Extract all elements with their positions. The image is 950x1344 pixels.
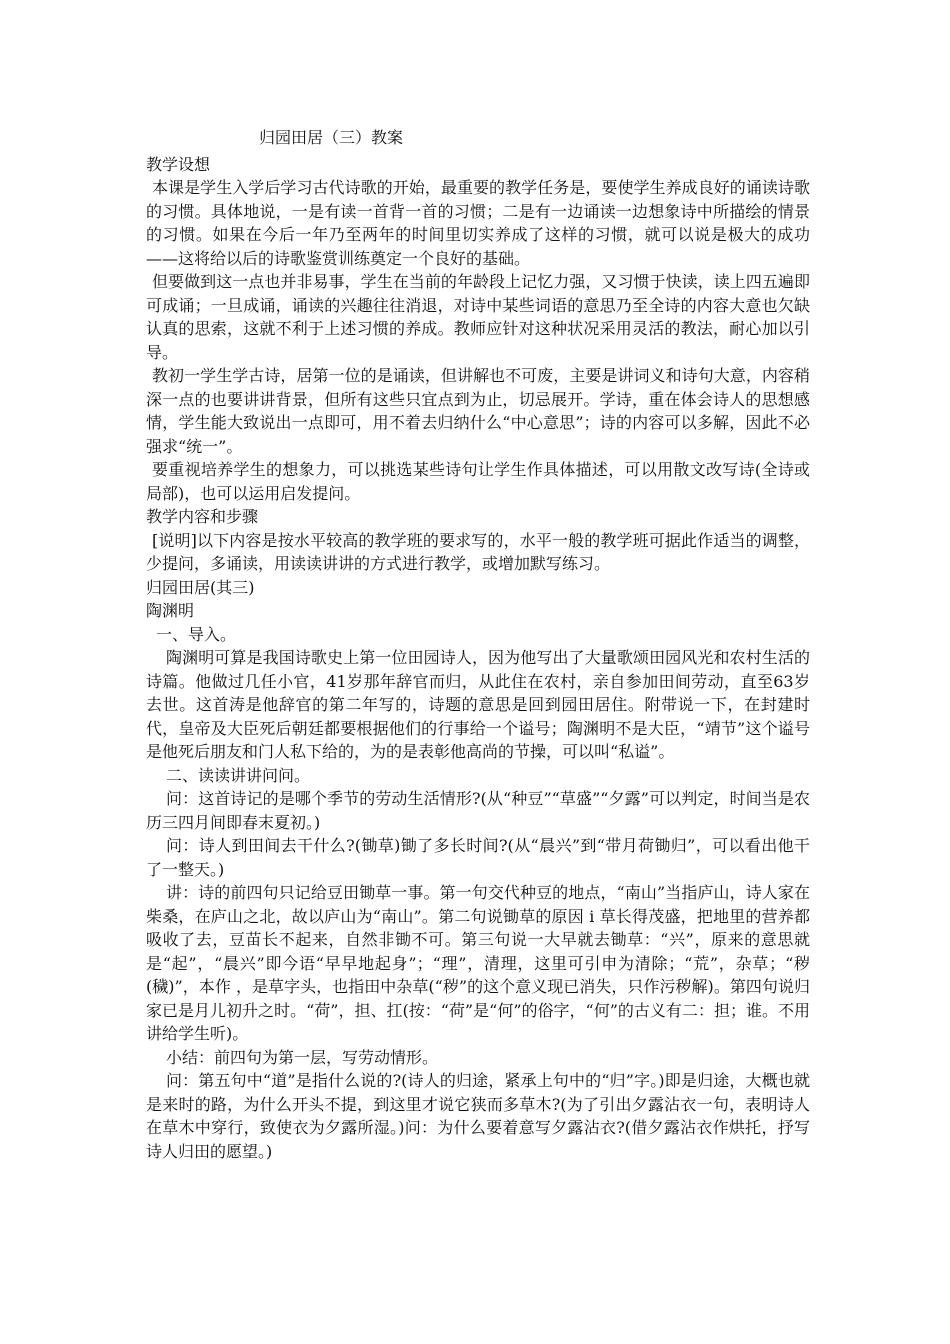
paragraph: 教初一学生学古诗，居第一位的是诵读，但讲解也不可废，主要是讲词义和诗句大意，内容稍深一点的也要讲讲背景，但所有这些只宜点到为止，切忌展开。学诗，重在体会诗人的思想感情，学生能大致说出一点即可，用不着去归纳什么“中心意思”；诗的内容可以多解，因此不必强求“统一”。: [146, 366, 810, 456]
paragraph: 问：这首诗记的是哪个季节的劳动生活情形?(从“种豆”“草盛”“夕露”可以判定，时间当是农历三四月间即春末夏初。): [146, 789, 810, 832]
paragraph: 问：第五句中“道”是指什么说的?(诗人的归途，紧承上句中的“归”字。)即是归途，大概也就是来时的路，为什么开头不提，到这里才说它狭而多草木?(为了引出夕露沾衣一句，表明诗人在草木中穿行，致使衣为夕露所湿。)问：为什么要着意写夕露沾衣?(借夕露沾衣作烘托，抒写诗人归田的愿望。): [146, 1071, 810, 1161]
section-heading: 陶渊明: [146, 601, 195, 620]
paragraph: 问：诗人到田间去干什么?(锄草)锄了多长时间?(从“晨兴”到“带月荷锄归”，可以看出他干了一整天。): [146, 836, 810, 879]
section-heading: 归园田居(其三): [146, 577, 255, 597]
section-heading: 教学内容和步骤: [146, 507, 259, 526]
document-title: 归园田居（三）教案: [259, 128, 404, 147]
paragraph: 小结：前四句为第一层，写劳动情形。: [166, 1047, 439, 1067]
section-heading: 教学设想: [146, 154, 211, 174]
paragraph: 二、读读讲讲问问。: [166, 765, 311, 785]
paragraph: 一、导入。: [156, 624, 237, 644]
paragraph: 要重视培养学生的想象力，可以挑选某些诗句让学生作具体描述，可以用散文改写诗(全诗或局部)，也可以运用启发提问。: [146, 460, 810, 503]
paragraph: 讲：诗的前四句只记给豆田锄草一事。第一句交代种豆的地点，“南山”当指庐山，诗人家在柴桑，在庐山之北，故以庐山为“南山”。第二句说锄草的原因 i 草长得茂盛，把地里的营养都吸收了去，豆苗长不起来，自然非锄不可。第三句说一大早就去锄草：“兴”，原来的意思就是“起”，“晨兴”即今语“早早地起身”；“理”，清理，这里可引申为清除；“荒”，杂草；“秽(穢)”，本作 ，是草字头，也指田中杂草(“秽”的这个意义现已消失，只作污秽解)。第四句说归家已是月儿初升之时。“荷”，担、扛(按：“荷”是“何”的俗字，“何”的古义有二：担；谁。不用讲给学生听)。: [146, 883, 810, 1043]
paragraph: 但要做到这一点也并非易事，学生在当前的年龄段上记忆力强，又习惯于快读，读上四五遍即可成诵；一旦成诵，诵读的兴趣往往消退，对诗中某些词语的意思乃至全诗的内容大意也欠缺认真的思索，这就不利于上述习惯的养成。教师应针对这种状况采用灵活的教法，耐心加以引导。: [146, 272, 810, 362]
paragraph: 本课是学生入学后学习古代诗歌的开始，最重要的教学任务是，要使学生养成良好的诵读诗歌的习惯。具体地说，一是有读一首背一首的习惯；二是有一边诵读一边想象诗中所描绘的情景的习惯。如果在今后一年乃至两年的时间里切实养成了这样的习惯，就可以说是极大的成功——这将给以后的诗歌鉴赏训练奠定一个良好的基础。: [146, 178, 810, 268]
document-body: [146, 126, 810, 1163]
document-blocks: [146, 153, 810, 1164]
paragraph: 陶渊明可算是我国诗歌史上第一位田园诗人，因为他写出了大量歌颂田园风光和农村生活的诗篇。他做过几任小官，41岁那年辞官而归，从此住在农村，亲自参加田间劳动，直至63岁去世。这首涛是他辞官的第二年写的，诗题的意思是回到园田居住。附带说一下，在封建时代，皇帝及大臣死后朝廷都要根据他们的行事给一个谥号；陶渊明不是大臣，“靖节”这个谥号是他死后朋友和门人私下给的，为的是表彰他高尚的节操，可以叫“私谥”。: [146, 648, 810, 761]
paragraph: [说明]以下内容是按水平较高的教学班的要求写的，水平一般的教学班可据此作适当的调整，少提问，多诵读，用读读讲讲的方式进行教学，或增加默写练习。: [146, 530, 810, 573]
